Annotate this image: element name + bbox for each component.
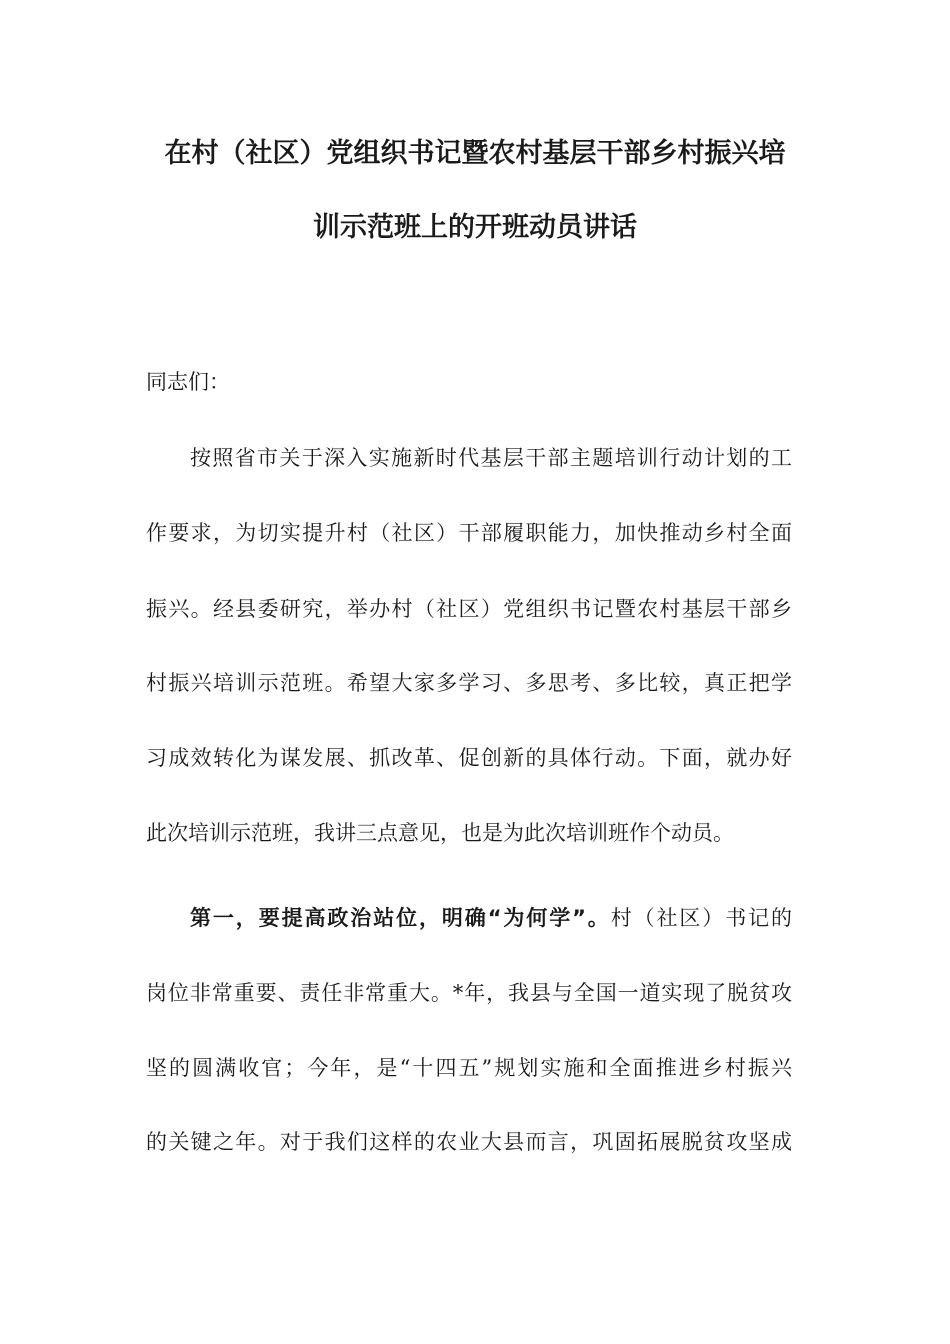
paragraph-1-line: 习成效转化为谋发展、抓改革、促创新的具体行动。下面，就办好 [146,746,792,770]
paragraph-2-line: 坚的圆满收官；今年，是“十四五”规划实施和全面推进乡村振兴 [146,1056,792,1080]
document-title-line-2: 训示范班上的开班动员讲话 [313,212,637,243]
paragraph-1-line: 振兴。经县委研究，举办村（社区）党组织书记暨农村基层干部乡 [146,597,792,621]
paragraph-2-first-line-text: 村（社区）书记的 [610,906,793,930]
paragraph-2-first-line [190,903,792,933]
paragraph-2-line: 岗位非常重要、责任非常重大。*年，我县与全国一道实现了脱贫攻 [146,981,792,1005]
section-heading: 第一，要提高政治站位，明确“为何学”。 [190,906,611,930]
salutation: 同志们： [146,370,230,394]
paragraph-1-line: 此次培训示范班，我讲三点意见，也是为此次培训班作个动员。 [146,821,734,845]
paragraph-1-line: 作要求，为切实提升村（社区）干部履职能力，加快推动乡村全面 [146,521,792,545]
document-title-line-1: 在村（社区）党组织书记暨农村基层干部乡村振兴培 [164,138,786,169]
paragraph-1-line: 按照省市关于深入实施新时代基层干部主题培训行动计划的工 [190,446,792,470]
paragraph-1-line: 村振兴培训示范班。希望大家多学习、多思考、多比较，真正把学 [146,671,792,695]
paragraph-2-line: 的关键之年。对于我们这样的农业大县而言，巩固拓展脱贫攻坚成 [146,1130,792,1154]
